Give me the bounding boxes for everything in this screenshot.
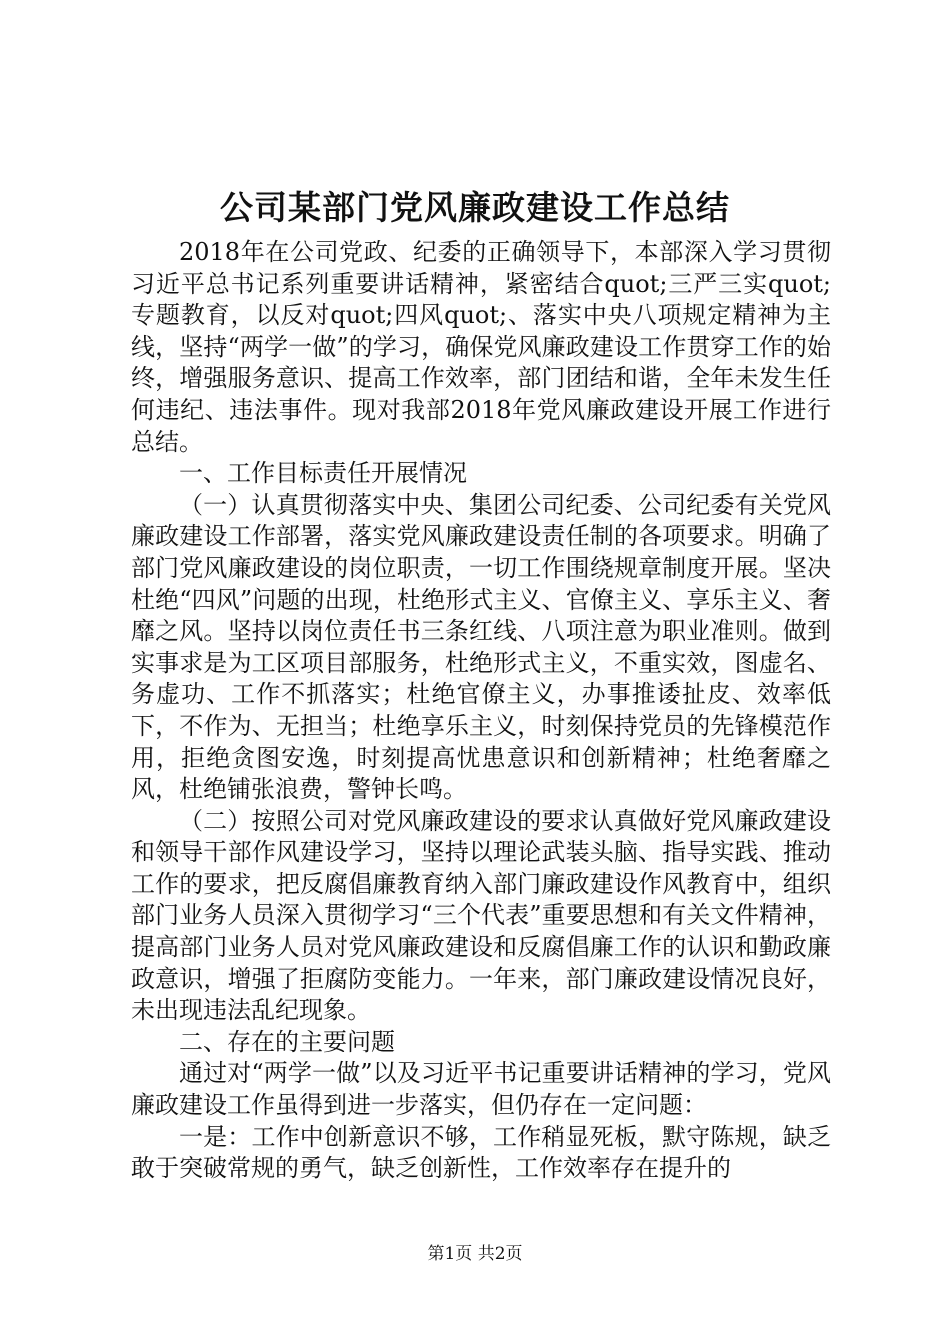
intro-paragraph: 2018年在公司党政、纪委的正确领导下，本部深入学习贯彻习近平总书记系列重要讲话精神，紧密结合quot;三严三实quot;专题教育，以反对quot;四风quot;、落实中央八项规定精神为主线，坚持“两学一做”的学习，确保党风廉政建设工作贯穿工作的始终，增强服务意识、提高工作效率，部门团结和谐，全年未发生任何违纪、违法事件。现对我部2018年党风廉政建设开展工作进行总结。 xyxy=(131,238,831,456)
problem-item-1: 一是：工作中创新意识不够，工作稍显死板，默守陈规，缺乏敢于突破常规的勇气，缺乏创新性，工作效率存在提升的 xyxy=(131,1122,831,1183)
problems-intro-paragraph: 通过对“两学一做”以及习近平书记重要讲话精神的学习，党风廉政建设工作虽得到进一步落实，但仍存在一定问题： xyxy=(131,1059,831,1120)
document-title: 公司某部门党风廉政建设工作总结 xyxy=(220,188,730,227)
paragraph-item-1: （一）认真贯彻落实中央、集团公司纪委、公司纪委有关党风廉政建设工作部署，落实党风廉政建设责任制的各项要求。明确了部门党风廉政建设的岗位职责，一切工作围绕规章制度开展。坚决杜绝“四风”问题的出现，杜绝形式主义、官僚主义、享乐主义、奢靡之风。坚持以岗位责任书三条红线、八项注意为职业准则。做到实事求是为工区项目部服务，杜绝形式主义，不重实效，图虚名、务虚功、工作不抓落实；杜绝官僚主义，办事推诿扯皮、效率低下，不作为、无担当；杜绝享乐主义，时刻保持党员的先锋模范作用，拒绝贪图安逸，时刻提高忧患意识和创新精神；杜绝奢靡之风，杜绝铺张浪费，警钟长鸣。 xyxy=(131,490,831,804)
document-body xyxy=(131,237,831,1185)
section-heading-1: 一、工作目标责任开展情况 xyxy=(179,459,467,488)
page-footer: 第1页 共2页 xyxy=(427,1244,523,1264)
section-heading-2: 二、存在的主要问题 xyxy=(179,1027,395,1056)
paragraph-item-2: （二）按照公司对党风廉政建设的要求认真做好党风廉政建设和领导干部作风建设学习，坚持以理论武装头脑、指导实践、推动工作的要求，把反腐倡廉教育纳入部门廉政建设作风教育中，组织部门业务人员深入贯彻学习“三个代表”重要思想和有关文件精神，提高部门业务人员对党风廉政建设和反腐倡廉工作的认识和勤政廉政意识，增强了拒腐防变能力。一年来，部门廉政建设情况良好，未出现违法乱纪现象。 xyxy=(131,806,831,1025)
